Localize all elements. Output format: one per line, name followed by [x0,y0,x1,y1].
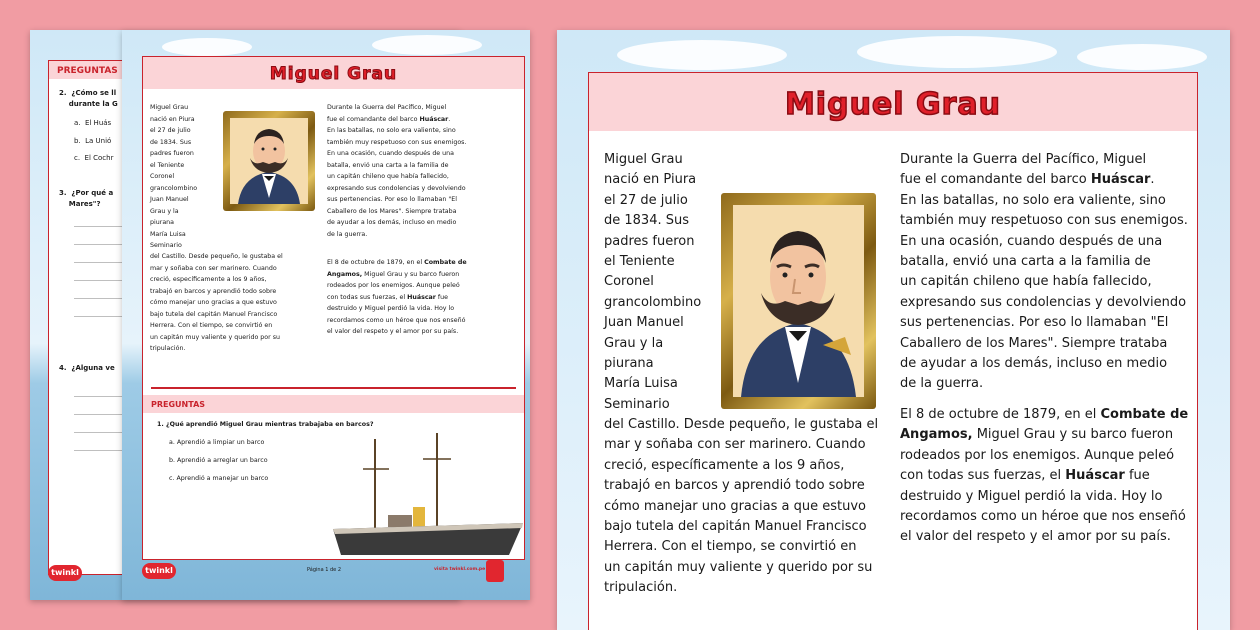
text-line: del Castillo. Desde pequeño, le gustaba el [150,253,283,260]
text-line: destruido y Miguel perdió la vida. Hoy lo [327,305,455,312]
option-c: c. Aprendió a manejar un barco [169,475,269,482]
text-line: tripulación. [604,580,678,596]
main-worksheet-page [557,30,1230,630]
question-number: 4. [59,364,67,372]
text-line: también muy respetuoso con sus enemigos. [327,138,467,146]
text-line: Juan Manuel [150,196,189,203]
text-line: Coronel [604,274,654,290]
text-line: trabajó en barcos y aprendió todo sobre [604,478,865,494]
text-line: Herrera. Con el tiempo, se convirtió en [150,322,273,329]
portrait-frame [223,111,315,211]
text-line: cómo manejar uno gracias a que estuvo [604,498,867,514]
text-line: creció, específicamente a los 9 años, [604,457,845,473]
text-line: Angamos, Miguel Grau y su barco fueron [327,270,460,278]
text-line: Herrera. Con el tiempo, se convirtió en [604,539,857,555]
text-line: con todas sus fuerzas, el Huáscar fue [900,468,1150,484]
portrait-image [733,205,864,397]
question-1: 1. ¿Qué aprendió Miguel Grau mientras trabajaba en barcos? [157,421,374,428]
text-line: fue el comandante del barco Huáscar. [327,115,451,123]
text-line: rodeados por los enemigos. Aunque peleó [327,282,460,289]
text-line: grancolombino [150,184,198,192]
questions-header [143,395,524,413]
text-line: batalla, envió una carta a la familia de [327,161,449,169]
miguel-grau-portrait [733,205,864,397]
text-line: un capitán chileno que había fallecido, [900,274,1152,290]
option-letter: b. [74,137,81,145]
text-line: recordamos como un héroe que nos enseñó [327,316,466,324]
text-line: tripulación. [150,345,186,352]
option-letter: c. [74,154,81,162]
question-text: ¿Cómo se ll [71,89,117,97]
text-line: un capitán muy valiente y querido por su [150,333,281,341]
body-column-1 [150,102,225,252]
page-content-frame [142,56,525,560]
text-line: Durante la Guerra del Pacífico, Miguel [327,104,447,111]
cloud [1077,44,1207,70]
text-line: padres fueron [150,150,194,157]
question-text-continued: durante la G [68,100,118,108]
text-line: Seminario [150,242,182,249]
question-2 [59,88,118,110]
text-line: En las batallas, no solo era valiente, sino [900,192,1166,208]
cloud [372,35,482,55]
text-line: En las batallas, no solo era valiente, sino [327,127,456,134]
text-line: El 8 de octubre de 1879, en el Combate de [327,259,467,266]
text-line: nació en Piura [150,115,195,123]
text-line: el valor del respeto y el amor por su país. [900,529,1171,545]
text-line: expresando sus condolencias y devolviendo [900,294,1187,310]
option-c [74,154,113,162]
text-line: del Castillo. Desde pequeño, le gustaba el [604,417,879,432]
text-line: de ayudar a los demás, incluso en medio [327,219,457,226]
middle-worksheet-page [122,30,530,600]
option-letter: a. [74,119,81,127]
text-line: Grau y la [604,335,664,351]
twinkl-logo [142,563,176,579]
option-text: El Huás [84,119,112,127]
body-column-2 [327,102,522,240]
text-line: sus pertenencias. Por eso lo llamaban "El [327,196,458,203]
question-3 [59,188,113,210]
text-line: de ayudar a los demás, incluso en medio [900,356,1168,372]
text-line: el Teniente [604,254,675,270]
text-line: el valor del respeto y el amor por su país. [327,328,459,335]
text-line: Caballero de los Mares". Siempre trataba [327,207,457,215]
questions-header-label: PREGUNTAS [57,66,118,76]
cloud [162,38,252,56]
text-line: sus pertenencias. Por eso lo llamaban "El [900,315,1169,331]
text-line: María Luisa [604,376,678,392]
text-line: el 27 de julio [604,192,688,208]
text-line: trabajó en barcos y aprendió todo sobre [150,287,277,295]
twinkl-logo [48,565,82,581]
text-line: cómo manejar uno gracias a que estuvo [150,299,277,306]
option-b: b. Aprendió a arreglar un barco [169,457,268,464]
miguel-grau-portrait [230,118,308,204]
text-line: rodeados por los enemigos. Aunque peleó [900,447,1175,463]
text-line: padres fueron [604,233,695,249]
body-column-1 [604,150,724,415]
text-line: Miguel Grau [150,104,189,111]
huascar-ship-illustration [333,429,523,557]
text-line: batalla, envió una carta a la familia de [900,254,1151,270]
text-line: de 1834. Sus [604,213,689,229]
body-column-1-wide [150,251,330,355]
text-line: creció, específicamente a los 9 años, [150,276,267,283]
text-line: Durante la Guerra del Pacífico, Miguel [900,152,1147,167]
questions-header-label: PREGUNTAS [151,400,206,409]
divider [151,387,516,389]
question-number: 3. [59,189,67,197]
text-line: el Teniente [150,161,185,169]
text-line: destruido y Miguel perdió la vida. Hoy lo [900,488,1163,504]
text-line: Caballero de los Mares". Siempre trataba [900,335,1168,351]
portrait-frame [721,193,876,409]
body-column-2b [327,257,522,338]
text-line: En una ocasión, cuando después de una [327,150,455,157]
text-line: mar y soñaba con ser marinero. Cuando [604,437,866,453]
text-line: El 8 de octubre de 1879, en el Combate de [900,407,1189,422]
text-line: recordamos como un héroe que nos enseñó [900,509,1186,525]
page-title: Miguel Grau [784,87,1002,122]
option-a: a. Aprendió a limpiar un barco [169,439,265,446]
text-line: de la guerra. [900,376,984,392]
text-line: mar y soñaba con ser marinero. Cuando [150,264,277,272]
page-content-frame [588,72,1198,630]
text-line: un capitán chileno que había fallecido, [327,173,449,180]
logo-text: twinkl [145,566,173,575]
option-text: La Unió [85,137,112,145]
question-text-continued: Mares"? [68,200,101,208]
text-line: Angamos, Miguel Grau y su barco fueron [900,427,1174,443]
cloud [617,40,787,70]
question-number: 2. [59,89,67,97]
text-line: piurana [604,356,654,372]
option-a [74,119,111,127]
text-line: bajo tutela del capitán Manuel Francisco [604,519,867,535]
text-line: Coronel [150,173,175,180]
text-line: expresando sus condolencias y devolviendo [327,184,466,192]
body-column-2 [900,150,1195,395]
page-number: Página 1 de 2 [307,567,342,573]
text-line: Juan Manuel [604,315,684,331]
text-line: fue el comandante del barco Huáscar. [900,172,1155,188]
footer-url[interactable]: visita twinkl.com.pe [434,567,486,572]
text-line: piurana [150,219,175,226]
text-line: con todas sus fuerzas, el Huáscar fue [327,293,449,301]
text-line: Miguel Grau [604,152,683,167]
question-4 [59,364,115,372]
question-text: ¿Alguna ve [71,364,115,372]
body-column-2b [900,405,1195,548]
text-line: Grau y la [150,207,179,215]
option-b [74,137,111,145]
badge-icon [486,560,504,582]
text-line: En una ocasión, cuando después de una [900,233,1163,249]
text-line: grancolombino [604,294,702,310]
text-line: Seminario [604,396,670,412]
option-text: El Cochr [84,154,114,162]
text-line: un capitán muy valiente y querido por su [604,559,873,575]
portrait-image [230,118,308,204]
text-line: de 1834. Sus [150,138,192,146]
text-line: nació en Piura [604,172,697,188]
logo-text: twinkl [51,568,79,577]
question-text: ¿Por qué a [71,189,114,197]
text-line: el 27 de julio [150,127,191,134]
text-line: también muy respetuoso con sus enemigos. [900,213,1188,229]
text-line: María Luisa [150,230,186,238]
text-line: bajo tutela del capitán Manuel Francisco [150,310,278,318]
text-line: de la guerra. [327,230,368,238]
body-column-1-wide [604,415,889,599]
page-title: Miguel Grau [269,64,398,84]
cloud [857,36,1057,68]
